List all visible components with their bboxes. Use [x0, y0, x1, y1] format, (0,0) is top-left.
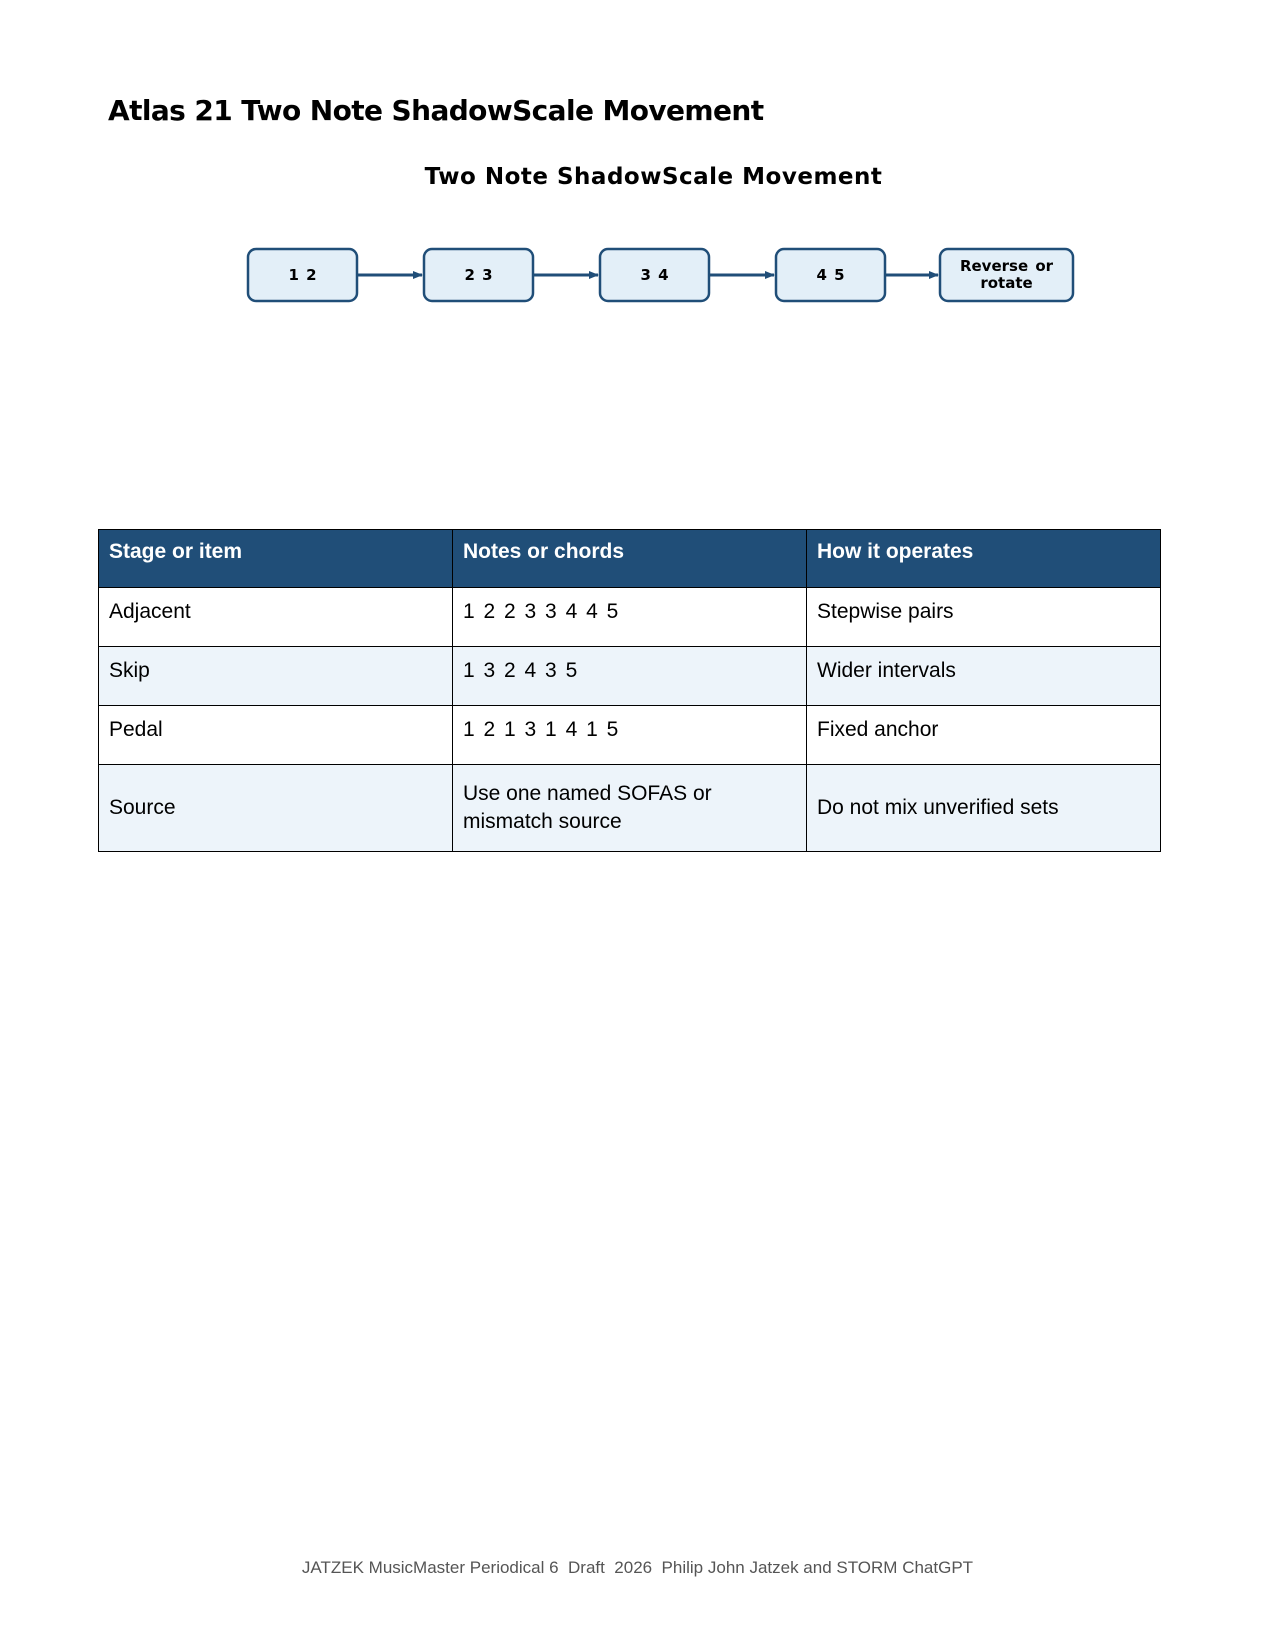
flow-node-5: Reverse or rotate: [959, 257, 1054, 292]
stage-cell: Skip: [99, 647, 453, 706]
table-row: [99, 706, 1161, 765]
stage-cell: Adjacent: [99, 588, 453, 647]
column-header-stage: Stage or item: [99, 530, 453, 588]
notes-cell: 1 2 2 3 3 4 4 5: [453, 588, 807, 647]
page-footer: JATZEK MusicMaster Periodical 6 Draft 2026 Philip John Jatzek and STORM ChatGPT: [301, 1558, 974, 1577]
notes-cell: Use one named SOFAS or mismatch source: [453, 765, 807, 852]
column-header-notes: Notes or chords: [453, 530, 807, 588]
operation-cell: Fixed anchor: [807, 706, 1161, 765]
flow-node-1: 1 2: [288, 265, 317, 284]
stage-cell: Source: [99, 765, 453, 852]
stage-table: [98, 529, 1161, 852]
flow-node-3: 3 4: [640, 265, 669, 284]
flow-node-2: 2 3: [464, 265, 493, 284]
flow-node-4: 4 5: [816, 265, 845, 284]
diagram-title: Two Note ShadowScale Movement: [424, 164, 883, 190]
table-row: [99, 647, 1161, 706]
operation-cell: Wider intervals: [807, 647, 1161, 706]
table-header-row: [99, 530, 1161, 588]
column-header-operation: How it operates: [807, 530, 1161, 588]
stage-cell: Pedal: [99, 706, 453, 765]
notes-cell: 1 3 2 4 3 5: [453, 647, 807, 706]
notes-cell: 1 2 1 3 1 4 1 5: [453, 706, 807, 765]
table-row: [99, 765, 1161, 852]
operation-cell: Stepwise pairs: [807, 588, 1161, 647]
operation-cell: Do not mix unverified sets: [807, 765, 1161, 852]
page-heading: Atlas 21 Two Note ShadowScale Movement: [108, 94, 764, 127]
table-row: [99, 588, 1161, 647]
